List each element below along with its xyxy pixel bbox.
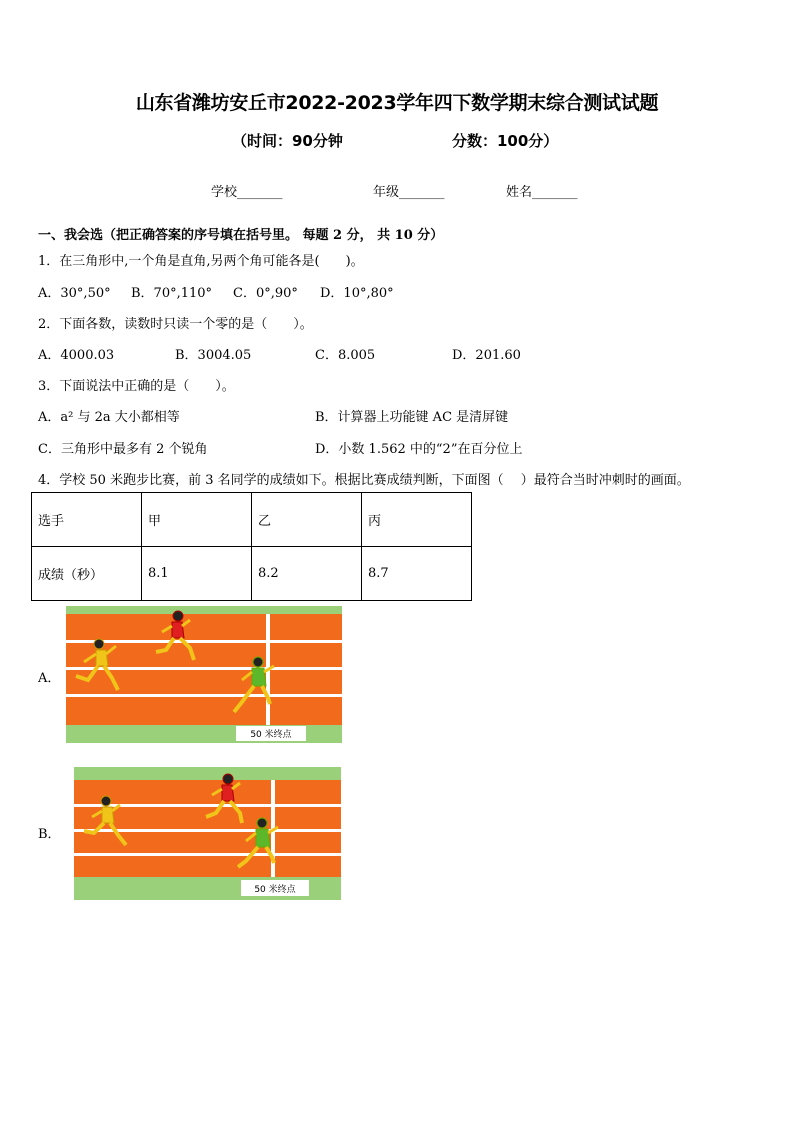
q1-option-a: A．30°,50° — [38, 286, 111, 301]
question-4: 4．学校 50 米跑步比赛，前 3 名同学的成绩如下。根据比赛成绩判断，下面图（ ）最符合当时冲刺时的画面。 — [38, 473, 690, 488]
question-2: 2．下面各数，读数时只读一个零的是（ ）。 — [38, 317, 313, 332]
q1-option-b: B．70°,110° — [131, 286, 213, 301]
table-row — [32, 547, 472, 601]
exam-time: （时间：90分钟 — [232, 132, 343, 150]
section-heading: 一、我会选（把正确答案的序号填在括号里。 每题 2 分， 共 10 分） — [38, 228, 444, 243]
q2-option-b: B．3004.05 — [175, 348, 252, 363]
question-1: 1．在三角形中,一个角是直角,另两个角可能各是( )。 — [38, 254, 364, 269]
picture-a-label: A． — [38, 671, 61, 686]
exam-score: 分数：100分） — [452, 132, 559, 150]
table-header-cell: 丙 — [362, 493, 472, 547]
q3-option-b: B．计算器上功能键 AC 是清屏键 — [315, 410, 509, 425]
race-picture-a — [66, 606, 342, 743]
finish-label-b: 50 米终点 — [254, 885, 296, 895]
page-title: 山东省潍坊安丘市2022-2023学年四下数学期末综合测试试题 — [135, 92, 659, 114]
table-cell: 成绩（秒） — [32, 547, 142, 601]
table-cell: 8.7 — [362, 547, 472, 601]
q3-option-c: C．三角形中最多有 2 个锐角 — [38, 442, 208, 457]
q2-option-a: A．4000.03 — [38, 348, 115, 363]
table-cell: 8.2 — [252, 547, 362, 601]
q3-option-d: D．小数 1.562 中的“2”在百分位上 — [315, 442, 523, 457]
q1-option-d: D．10°,80° — [320, 286, 394, 301]
table-header-cell: 甲 — [142, 493, 252, 547]
finish-label-a: 50 米终点 — [250, 730, 292, 740]
table-cell: 8.1 — [142, 547, 252, 601]
q1-option-c: C．0°,90° — [233, 286, 298, 301]
q2-option-d: D．201.60 — [452, 348, 521, 363]
table-header-cell: 乙 — [252, 493, 362, 547]
table-row — [32, 493, 472, 547]
results-table — [31, 492, 472, 601]
name-field: 姓名_______ — [506, 185, 578, 200]
q3-option-a: A．a² 与 2a 大小都相等 — [38, 410, 180, 425]
picture-b-label: B． — [38, 827, 61, 842]
question-3: 3．下面说法中正确的是（ ）。 — [38, 379, 235, 394]
table-header-cell: 选手 — [32, 493, 142, 547]
race-picture-b — [74, 767, 341, 900]
grade-field: 年级_______ — [373, 185, 445, 200]
q2-option-c: C．8.005 — [315, 348, 376, 363]
school-field: 学校_______ — [211, 185, 283, 200]
